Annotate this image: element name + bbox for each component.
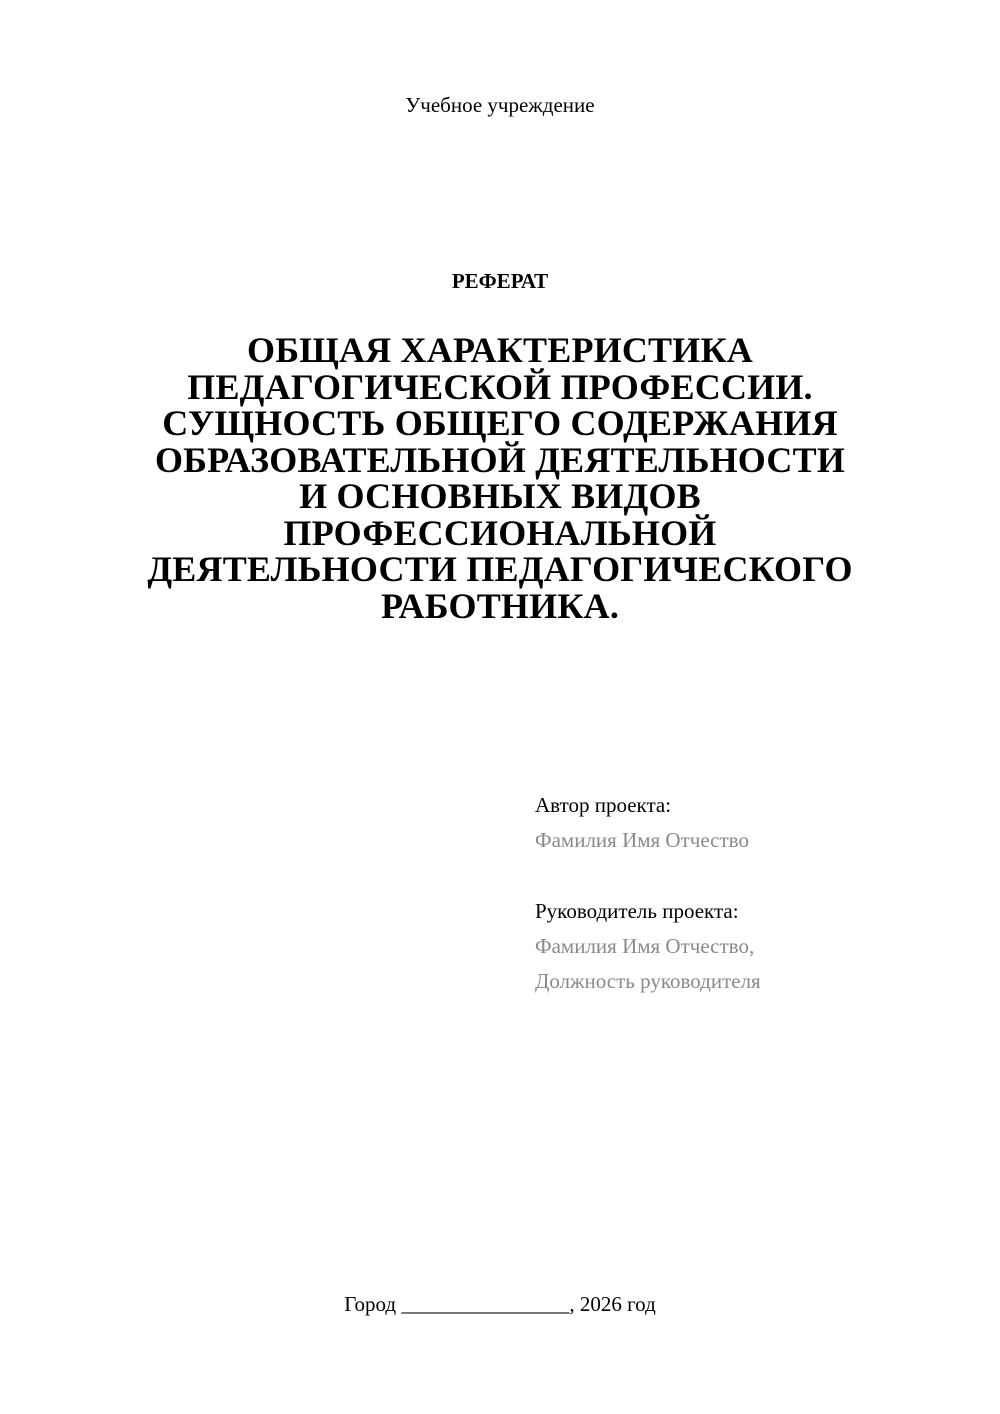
spacer	[535, 858, 975, 894]
city-year-line: Город ________________, 2026 год	[344, 1292, 656, 1316]
title-line: СУЩНОСТЬ ОБЩЕГО СОДЕРЖАНИЯ	[162, 403, 838, 443]
supervisor-label: Руководитель проекта:	[535, 899, 739, 923]
supervisor-name: Фамилия Имя Отчество,	[535, 934, 755, 958]
document-type: РЕФЕРАТ	[451, 269, 549, 293]
title-line: ПРОФЕССИОНАЛЬНОЙ	[283, 512, 717, 553]
title-line: ПЕДАГОГИЧЕСКОЙ ПРОФЕССИИ.	[187, 366, 813, 407]
supervisor-position: Должность руководителя	[535, 969, 761, 993]
title-line: ОБЩАЯ ХАРАКТЕРИСТИКА	[247, 330, 753, 370]
signature-block	[535, 788, 975, 999]
institution-name: Учебное учреждение	[405, 93, 595, 117]
title-line: И ОСНОВНЫХ ВИДОВ	[299, 476, 701, 516]
title-line: ДЕЯТЕЛЬНОСТИ ПЕДАГОГИЧЕСКОГО	[147, 549, 853, 589]
title-line: ОБРАЗОВАТЕЛЬНОЙ ДЕЯТЕЛЬНОСТИ	[154, 439, 846, 480]
document-title	[110, 332, 890, 624]
title-line: РАБОТНИКА.	[380, 585, 620, 626]
author-label: Автор проекта:	[535, 793, 672, 817]
author-name: Фамилия Имя Отчество	[535, 828, 749, 852]
